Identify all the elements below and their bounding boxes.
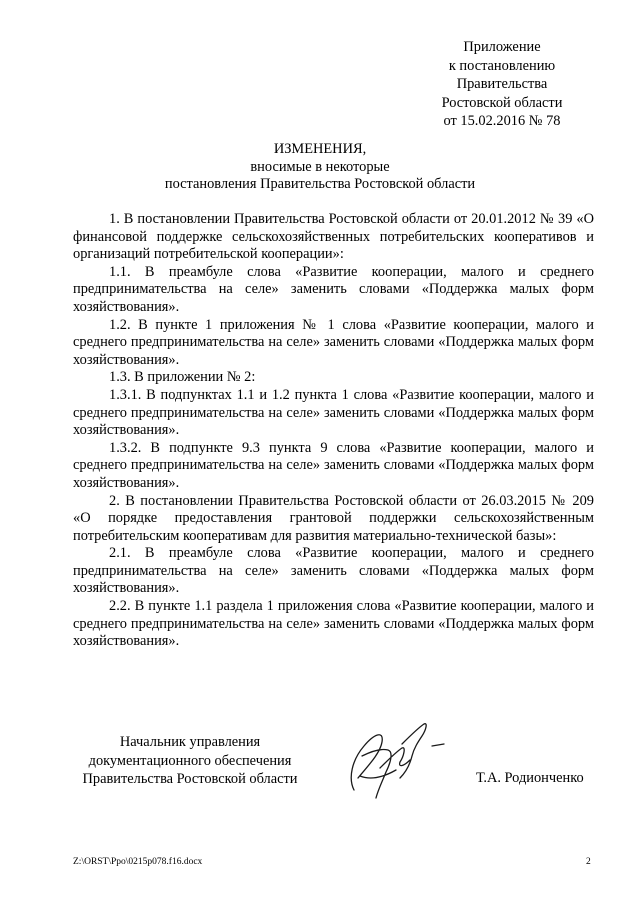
- document-title: ИЗМЕНЕНИЯ,: [273, 141, 367, 157]
- handwritten-signature: [340, 708, 460, 808]
- paragraph: 1.3.2. В подпункте 9.3 пункта 9 слова «Развитие кооперации, малого и среднего предпринимательства на селе» заменить словами «Поддержка малых форм хозяйствования».: [73, 439, 594, 491]
- annex-line: Приложение: [463, 39, 541, 55]
- document-subtitle-line: постановления Правительства Ростовской области: [164, 176, 476, 193]
- footer-file-path: Z:\ORST\Ppo\0215p078.f16.docx: [73, 857, 203, 867]
- document-subtitle-line: вносимые в некоторые: [250, 158, 390, 175]
- document-body: [73, 211, 594, 651]
- signatory-position-line: Начальник управления: [119, 734, 261, 750]
- paragraph: 1.2. В пункте 1 приложения № 1 слова «Развитие кооперации, малого и среднего предпринимательства на селе» заменить словами «Поддержка малых форм хозяйствования».: [73, 316, 594, 368]
- footer-page-number: 2: [586, 857, 591, 867]
- annex-line: к постановлению: [448, 57, 556, 74]
- signatory-name: Т.А. Родионченко: [476, 770, 584, 786]
- annex-line: Правительства: [456, 76, 548, 93]
- annex-line: Ростовской области: [441, 94, 563, 111]
- annex-header: [424, 38, 580, 131]
- paragraph: 2.2. В пункте 1.1 раздела 1 приложения слова «Развитие кооперации, малого и среднего предпринимательства на селе» заменить словами «Поддержка малых форм хозяйствования».: [73, 598, 594, 650]
- document-heading: [0, 141, 640, 194]
- paragraph: 1.3.1. В подпунктах 1.1 и 1.2 пункта 1 слова «Развитие кооперации, малого и среднего предпринимательства на селе» заменить словами «Поддержка малых форм хозяйствования».: [73, 386, 594, 439]
- annex-line: от 15.02.2016 № 78: [443, 113, 561, 130]
- signatory-position: [70, 733, 310, 789]
- paragraph: 1.1. В преамбуле слова «Развитие кооперации, малого и среднего предпринимательства на селе» заменить словами «Поддержка малых форм хозяйствования».: [73, 263, 594, 315]
- paragraph: 1. В постановлении Правительства Ростовской области от 20.01.2012 № 39 «О финансовой поддержке сельскохозяйственных потребительских кооперативов и организаций потребительской кооперации»:: [73, 211, 594, 263]
- paragraph: 1.3. В приложении № 2:: [109, 369, 256, 386]
- paragraph: 2.1. В преамбуле слова «Развитие кооперации, малого и среднего предпринимательства на селе» заменить словами «Поддержка малых форм хозяйствования».: [73, 545, 594, 597]
- signatory-position-line: документационного обеспечения: [88, 752, 292, 769]
- paragraph: 2. В постановлении Правительства Ростовской области от 26.03.2015 № 209 «О порядке предоставления грантовой поддержки сельскохозяйственным потребительским кооперативам для развития материально-технической базы»:: [73, 492, 594, 544]
- signatory-position-line: Правительства Ростовской области: [82, 771, 298, 788]
